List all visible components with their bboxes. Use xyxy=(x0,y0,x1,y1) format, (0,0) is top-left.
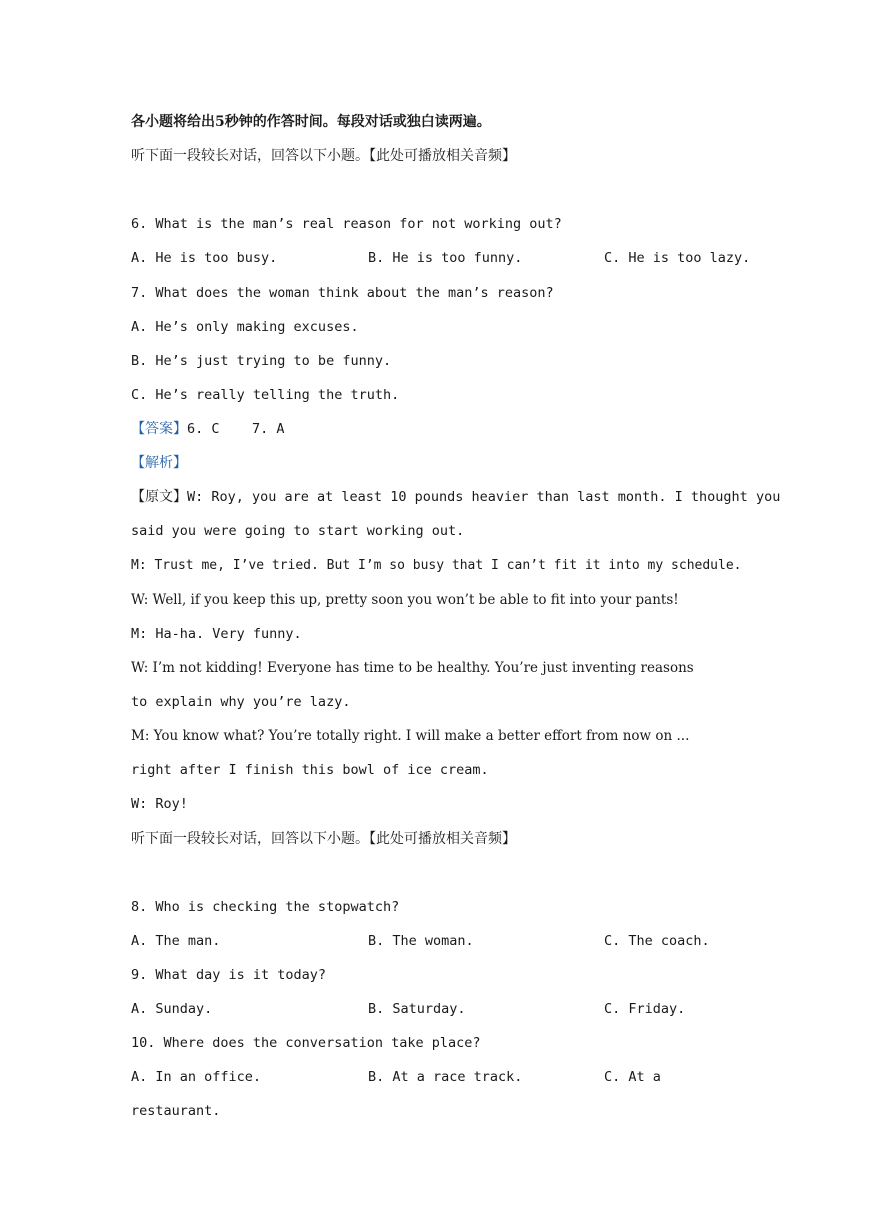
transcript-line: W: Well, if you keep this up, pretty soon you won’t be able to fit into your pants! xyxy=(131,592,679,608)
section-instruction: 各小题将给出5秒钟的作答时间。每段对话或独白读两遍。 xyxy=(131,114,491,130)
option-c: C. He is too lazy. xyxy=(604,250,751,266)
option-c: C. Friday. xyxy=(604,1001,686,1017)
listen-prompt: 听下面一段较长对话，回答以下小题。【此处可播放相关音频】 xyxy=(131,148,516,164)
option-a: A. The man. xyxy=(131,933,221,949)
transcript-line: W: I’m not kidding! Everyone has time to be healthy. You’re just inventing reasons xyxy=(131,660,694,676)
option-b: B. He’s just trying to be funny. xyxy=(131,353,392,369)
listen-prompt: 听下面一段较长对话，回答以下小题。【此处可播放相关音频】 xyxy=(131,831,516,847)
option-b: B. He is too funny. xyxy=(368,250,523,266)
option-b: B. At a race track. xyxy=(368,1069,523,1085)
option-a: A. In an office. xyxy=(131,1069,262,1085)
answer-line xyxy=(131,419,285,439)
answer-tag: 【答案】 xyxy=(131,421,187,437)
options-row-8 xyxy=(131,931,741,951)
transcript-line: M: You know what? You’re totally right. I will make a better effort from now on ... xyxy=(131,728,690,744)
transcript-line: to explain why you’re lazy. xyxy=(131,694,351,710)
transcript-tag: 【原文】 xyxy=(131,489,187,505)
option-a: A. He is too busy. xyxy=(131,250,278,266)
options-row-6 xyxy=(131,248,751,268)
options-row-9 xyxy=(131,999,741,1019)
options-row-10 xyxy=(131,1067,741,1087)
transcript-text: W: Roy, you are at least 10 pounds heavier than last month. I thought you xyxy=(187,489,781,505)
option-a: A. He’s only making excuses. xyxy=(131,319,359,335)
question-6: 6. What is the man’s real reason for not working out? xyxy=(131,216,562,232)
option-b: B. The woman. xyxy=(368,933,474,949)
question-8: 8. Who is checking the stopwatch? xyxy=(131,899,400,915)
question-7: 7. What does the woman think about the man’s reason? xyxy=(131,285,554,301)
transcript-line: M: Ha-ha. Very funny. xyxy=(131,626,302,642)
transcript-line: M: Trust me, I’ve tried. But I’m so busy that I can’t fit it into my schedule. xyxy=(131,558,742,573)
transcript-line: W: Roy! xyxy=(131,796,188,812)
question-10: 10. Where does the conversation take place? xyxy=(131,1035,481,1051)
transcript-line: right after I finish this bowl of ice cream. xyxy=(131,762,489,778)
option-c-continued: restaurant. xyxy=(131,1103,221,1119)
option-c: C. At a xyxy=(604,1069,661,1085)
option-c: C. He’s really telling the truth. xyxy=(131,387,400,403)
option-c: C. The coach. xyxy=(604,933,710,949)
option-a: A. Sunday. xyxy=(131,1001,213,1017)
option-b: B. Saturday. xyxy=(368,1001,466,1017)
question-9: 9. What day is it today? xyxy=(131,967,327,983)
analysis-tag: 【解析】 xyxy=(131,455,187,471)
transcript-line: said you were going to start working out. xyxy=(131,523,465,539)
transcript-line xyxy=(131,487,780,507)
answer-text: 6. C 7. A xyxy=(187,421,285,437)
